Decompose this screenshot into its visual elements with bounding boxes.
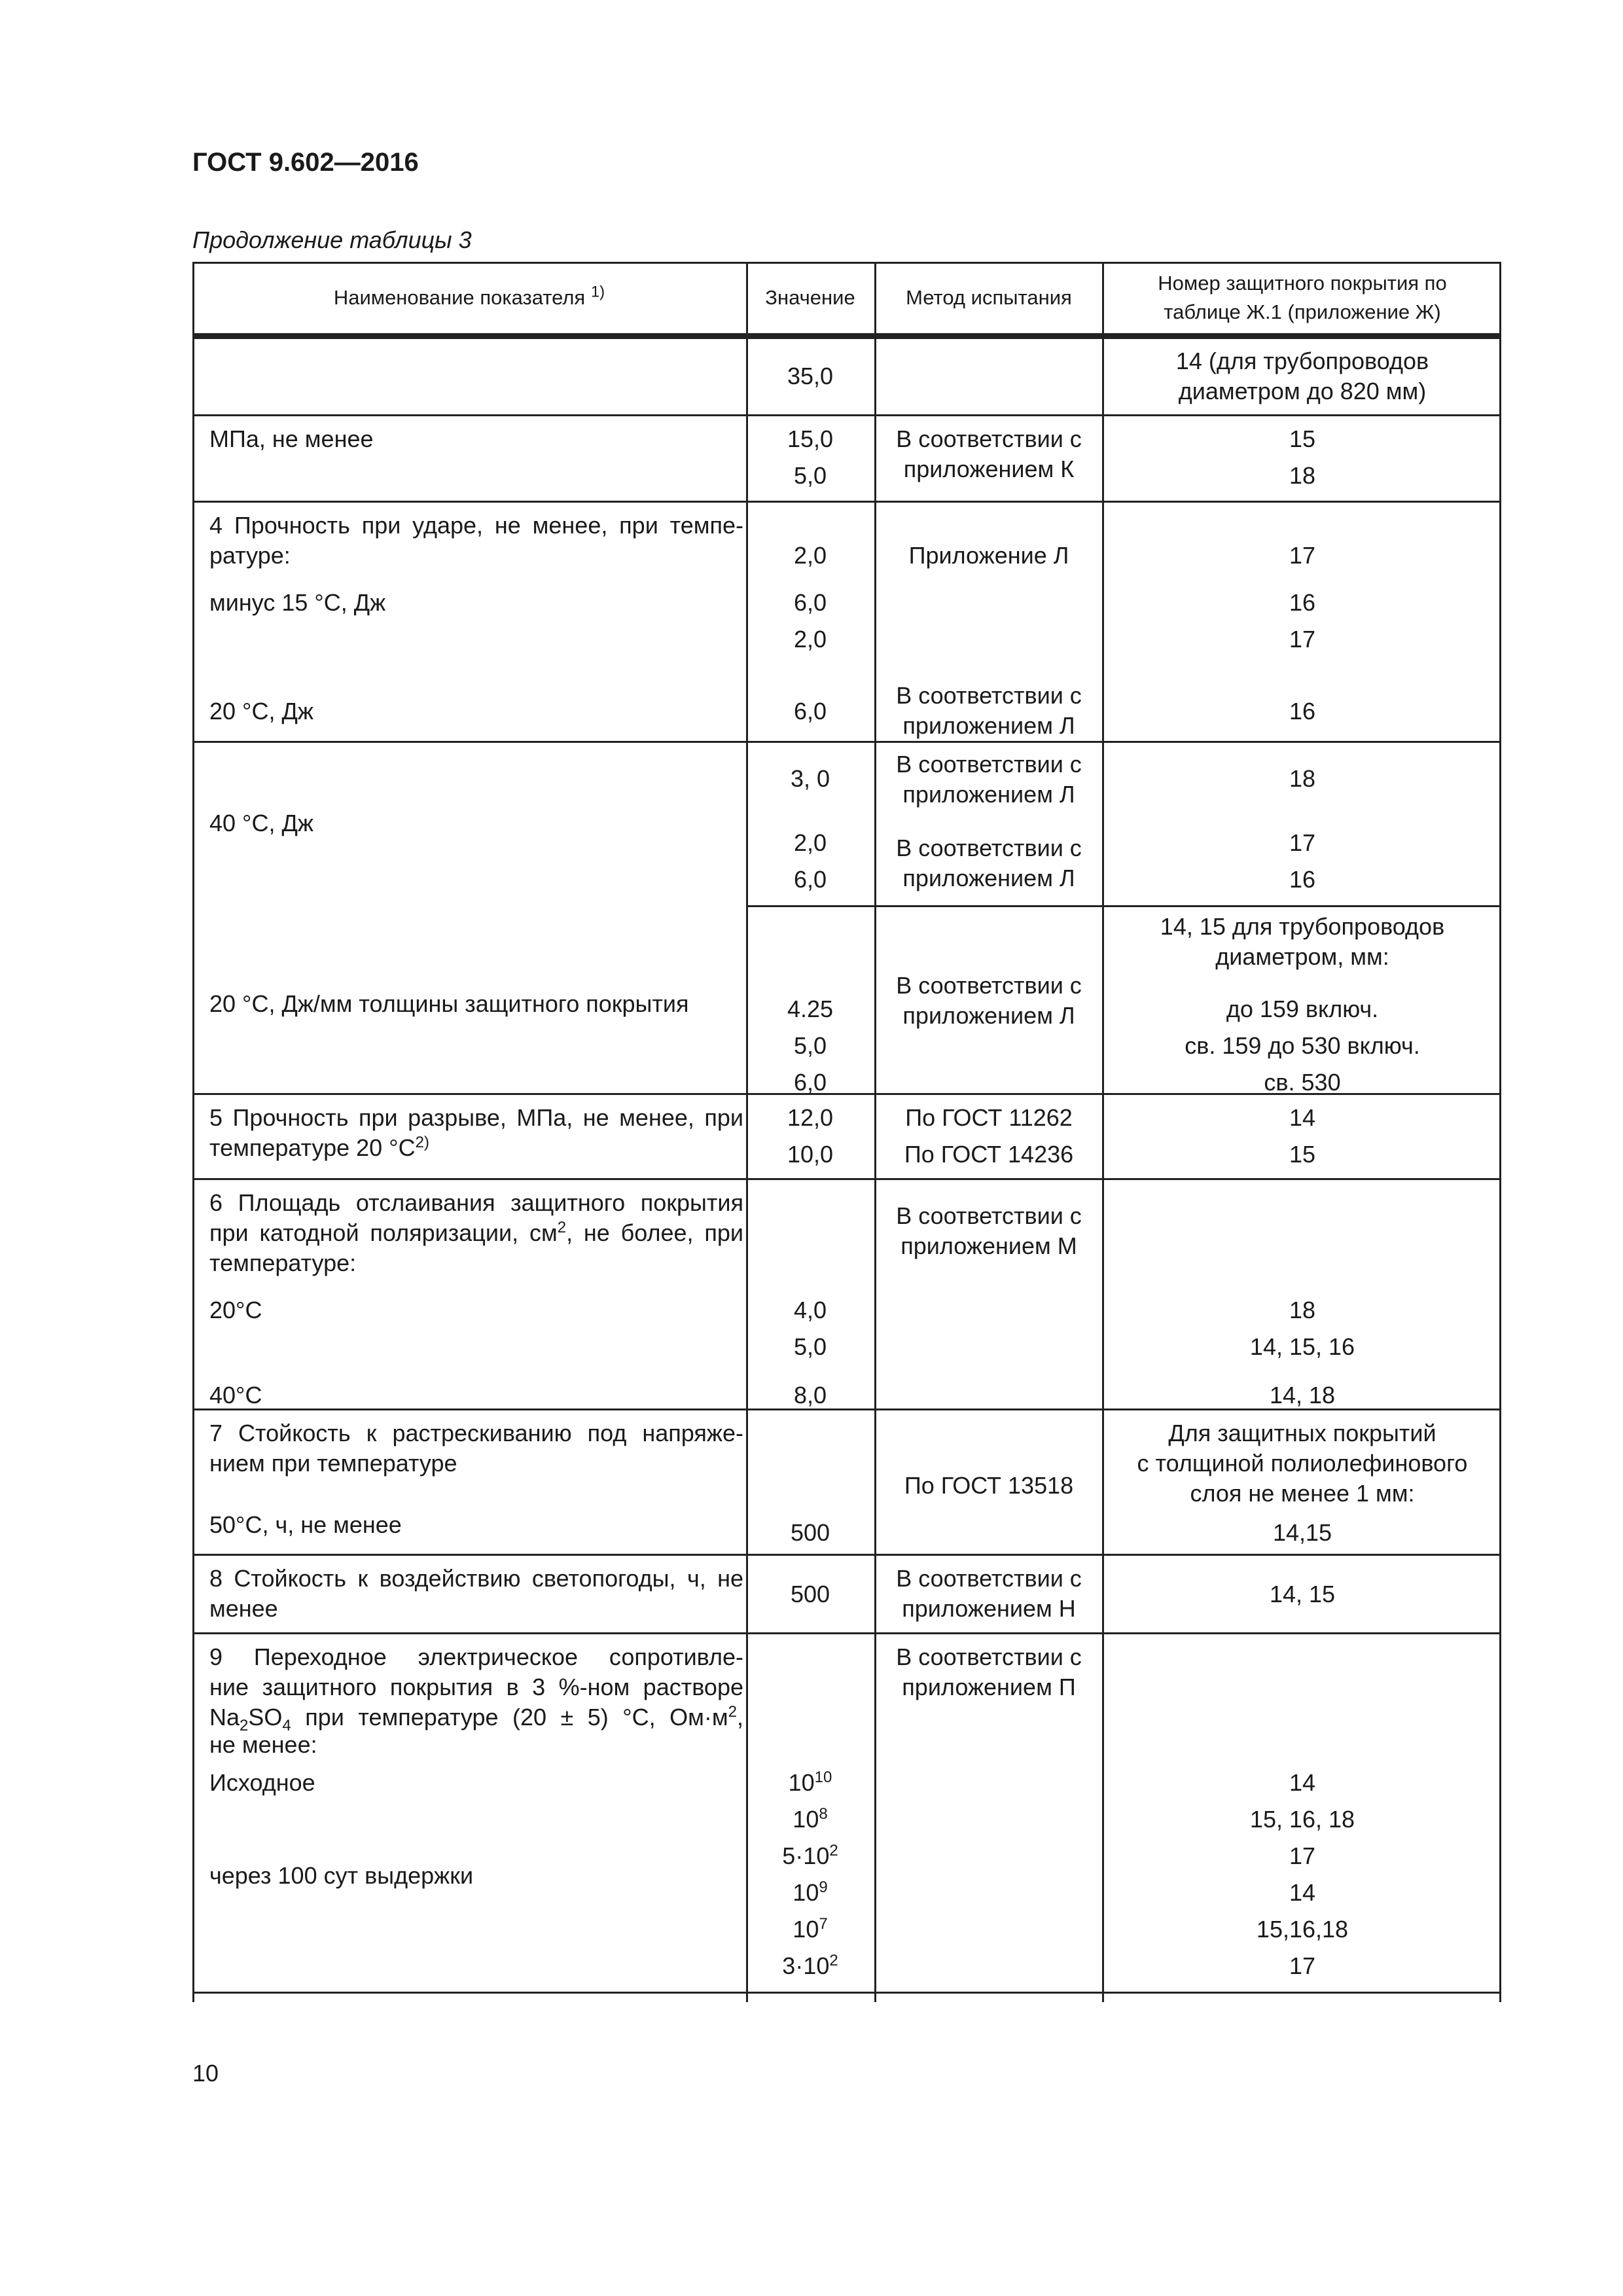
- coating-cell: 17: [1289, 626, 1316, 653]
- value-cell: 4.25: [787, 996, 834, 1022]
- coating-cell: 17: [1289, 829, 1316, 856]
- table-row: [192, 414, 1501, 503]
- value-cell: 6,0: [793, 1069, 827, 1096]
- method-cell: По ГОСТ 11262: [905, 1104, 1073, 1131]
- method-cell: По ГОСТ 13518: [904, 1472, 1074, 1499]
- name-cell: через 100 сут выдержки: [209, 1862, 474, 1889]
- table-header-row: [192, 262, 1501, 335]
- method-cell: В соответствии с: [896, 682, 1082, 709]
- value-cell: $5\cdot 10^2$: [782, 1842, 838, 1869]
- value-cell: 5,0: [793, 462, 827, 489]
- properties-table: [192, 262, 1501, 2002]
- method-cell: приложением Л: [902, 1002, 1075, 1029]
- name-cell: 20 °С, Дж/мм толщины защитного покрытия: [209, 990, 689, 1017]
- method-cell: приложением К: [903, 456, 1075, 482]
- method-cell: В соответствии с: [896, 834, 1082, 861]
- coating-cell: св. 530: [1264, 1069, 1341, 1096]
- method-cell: В соответствии с: [896, 1202, 1082, 1229]
- table-row-content: [192, 905, 1501, 1096]
- table-row: [192, 1408, 1501, 1556]
- value-cell: 6,0: [793, 698, 827, 725]
- coating-cell: диаметром до 820 мм): [1178, 378, 1427, 404]
- coating-cell: 16: [1289, 866, 1316, 893]
- coating-cell: 17: [1289, 542, 1316, 569]
- name-cell: 7 Стойкость к растрескиванию под напряже-: [209, 1420, 743, 1446]
- name-cell: МПа, не менее: [209, 425, 374, 452]
- name-cell: 8 Стойкость к воздействию светопогоды, ч, не: [209, 1565, 743, 1592]
- table-row: [192, 1554, 1501, 1634]
- coating-cell: 14, 15 для трубопроводов: [1160, 913, 1445, 940]
- name-cell: 50°С, ч, не менее: [209, 1511, 402, 1538]
- coating-cell: 17: [1289, 1842, 1316, 1869]
- name-cell: температуре 20 $^\circ С^{2)}$: [209, 1134, 429, 1161]
- coating-cell: 14, 15: [1269, 1581, 1336, 1607]
- name-cell: не менее:: [209, 1731, 317, 1758]
- coating-cell: св. 159 до 530 включ.: [1185, 1032, 1420, 1059]
- name-cell: Исходное: [209, 1769, 315, 1796]
- coating-cell: 16: [1289, 589, 1316, 616]
- page-number: 10: [192, 2060, 219, 2087]
- name-cell: 4 Прочность при ударе, не менее, при темпе-: [209, 512, 743, 539]
- value-cell: 2,0: [793, 626, 827, 653]
- method-cell: В соответствии с: [896, 1643, 1082, 1670]
- table-row: [192, 1093, 1501, 1180]
- method-cell: приложением Л: [902, 781, 1075, 808]
- coating-cell: 16: [1289, 698, 1316, 725]
- coating-cell: 14: [1289, 1879, 1316, 1906]
- column-header-name: Наименование показателя $^{1)}$: [333, 283, 605, 309]
- name-cell: ние защитного покрытия в 3 %-ном растворе: [209, 1674, 743, 1700]
- table-row: [192, 501, 1501, 743]
- value-cell: $10^8$: [793, 1805, 828, 1833]
- coating-cell: 18: [1289, 765, 1316, 792]
- coating-cell: 14 (для трубопроводов: [1175, 348, 1429, 374]
- coating-cell: 14, 15, 16: [1249, 1333, 1355, 1360]
- table-continuation-caption: Продолжение таблицы 3: [192, 226, 472, 253]
- name-cell: 20°С: [209, 1297, 262, 1323]
- value-cell: $10^7$: [793, 1915, 828, 1943]
- name-cell: температуре:: [209, 1249, 357, 1276]
- coating-cell: 14: [1289, 1769, 1316, 1796]
- value-cell: 8,0: [793, 1382, 827, 1408]
- name-cell: 9 Переходное электрическое сопротивле-: [209, 1643, 743, 1670]
- value-cell: 3, 0: [790, 765, 830, 792]
- name-cell: нием при температуре: [209, 1450, 457, 1477]
- method-cell: приложением Л: [902, 865, 1075, 891]
- method-cell: В соответствии с: [896, 425, 1082, 452]
- name-cell: менее: [209, 1595, 278, 1622]
- name-cell: 6 Площадь отслаивания защитного покрытия: [209, 1189, 743, 1216]
- column-header-value: Значение: [765, 286, 855, 309]
- coating-cell: слоя не менее 1 мм:: [1190, 1480, 1415, 1507]
- method-cell: приложением М: [901, 1232, 1077, 1259]
- name-cell: 40 °С, Дж: [209, 810, 313, 836]
- value-cell: 10,0: [787, 1141, 834, 1168]
- method-cell: Приложение Л: [908, 542, 1069, 569]
- name-cell: 20 °С, Дж: [209, 698, 313, 725]
- value-cell: 5,0: [793, 1032, 827, 1059]
- method-cell: приложением Н: [902, 1595, 1076, 1622]
- name-cell: 40°С: [209, 1382, 262, 1408]
- table-row: [192, 337, 1501, 416]
- value-cell: 4,0: [793, 1297, 827, 1323]
- coating-cell: с толщиной полиолефинового: [1137, 1450, 1468, 1477]
- method-cell: По ГОСТ 14236: [904, 1141, 1074, 1168]
- column-header-coating-line2: таблице Ж.1 (приложение Ж): [1164, 300, 1441, 323]
- value-cell: 35,0: [787, 363, 834, 389]
- method-cell: приложением Л: [902, 712, 1075, 739]
- method-cell: В соответствии с: [896, 1565, 1082, 1592]
- coating-cell: 14, 18: [1269, 1382, 1336, 1408]
- value-cell: 5,0: [793, 1333, 827, 1360]
- value-cell: 500: [790, 1519, 830, 1546]
- value-cell: 2,0: [793, 542, 827, 569]
- table-row: [192, 1632, 1501, 1994]
- value-cell: 6,0: [793, 589, 827, 616]
- coating-cell: 18: [1289, 1297, 1316, 1323]
- coating-cell: 14,15: [1272, 1519, 1332, 1546]
- name-cell: при катодной поляризации, $см^2$, не более, при: [209, 1219, 743, 1246]
- coating-cell: диаметром, мм:: [1215, 943, 1389, 970]
- name-cell: 5 Прочность при разрыве, МПа, не менее, при: [209, 1104, 743, 1131]
- coating-cell: 18: [1289, 462, 1316, 489]
- value-cell: 2,0: [793, 829, 827, 856]
- coating-cell: 17: [1289, 1952, 1316, 1979]
- coating-cell: 15, 16, 18: [1249, 1806, 1355, 1833]
- column-header-coating-line1: Номер защитного покрытия по: [1158, 272, 1447, 295]
- coating-cell: 15,16,18: [1256, 1916, 1349, 1943]
- value-cell: 12,0: [787, 1104, 834, 1131]
- method-cell: приложением П: [902, 1674, 1076, 1700]
- value-cell: $10^{10}$: [788, 1768, 832, 1796]
- name-cell: $Na_2SO_4$ при температуре (20 ± 5) °С, $Ом\cdot м^2$,: [209, 1703, 743, 1735]
- value-cell: 500: [790, 1581, 830, 1607]
- value-cell: 6,0: [793, 866, 827, 893]
- value-cell: 15,0: [787, 425, 834, 452]
- coating-cell: 15: [1289, 1141, 1316, 1168]
- value-cell: $10^9$: [793, 1878, 828, 1906]
- table-row: [192, 1178, 1501, 1410]
- coating-cell: Для защитных покрытий: [1168, 1420, 1436, 1446]
- table-row: [192, 741, 1501, 907]
- method-cell: В соответствии с: [896, 751, 1082, 778]
- coating-cell: 14: [1289, 1104, 1316, 1131]
- name-cell: ратуре:: [209, 542, 291, 569]
- document-title: ГОСТ 9.602—2016: [192, 148, 419, 177]
- column-header-method: Метод испытания: [906, 286, 1072, 309]
- coating-cell: 15: [1289, 425, 1316, 452]
- method-cell: В соответствии с: [896, 972, 1082, 999]
- name-cell: минус 15 °С, Дж: [209, 589, 386, 616]
- coating-cell: до 159 включ.: [1226, 996, 1379, 1022]
- value-cell: $3\cdot 10^2$: [782, 1952, 838, 1979]
